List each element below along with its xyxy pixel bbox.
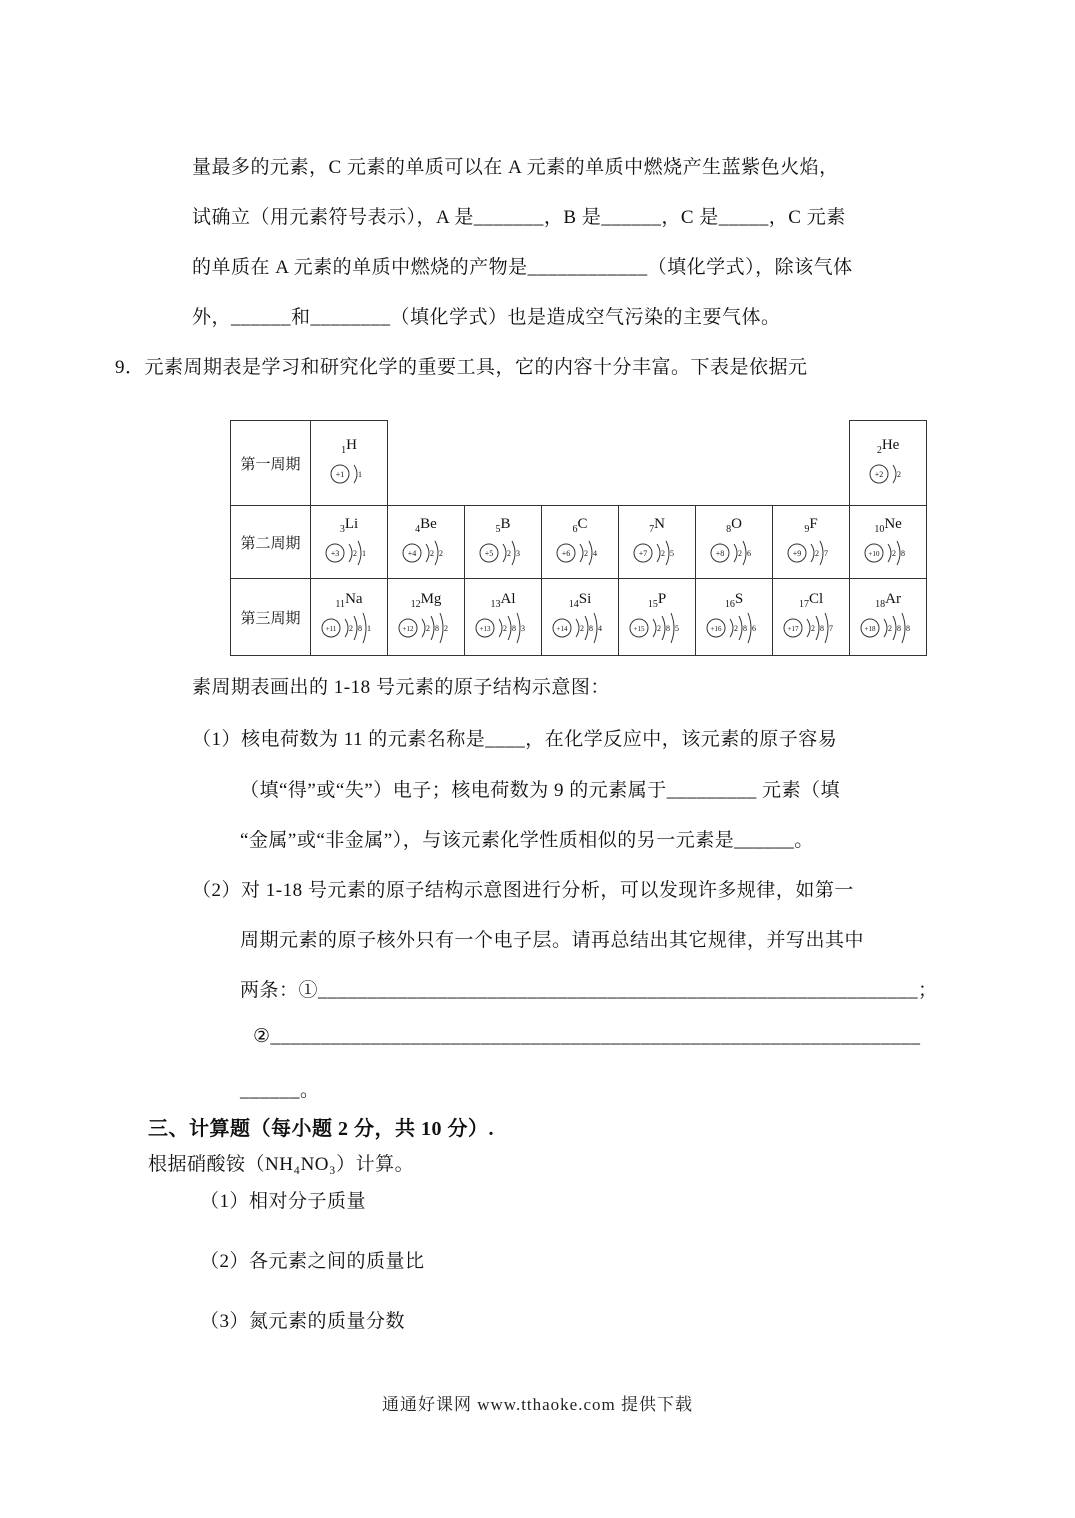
svg-text:2: 2 xyxy=(815,549,820,559)
svg-text:8: 8 xyxy=(742,624,747,634)
svg-text:2: 2 xyxy=(439,549,443,559)
q9-sub2-line-3: 两条：①____________________________________________________________； xyxy=(240,980,938,1001)
svg-text:2: 2 xyxy=(733,624,738,634)
atom-diagram-Cl xyxy=(782,611,841,645)
svg-text:3: 3 xyxy=(516,549,520,559)
page-footer: 通通好课网 www.tthaoke.com 提供下载 xyxy=(381,1395,694,1414)
svg-text:8: 8 xyxy=(434,624,439,634)
svg-text:+14: +14 xyxy=(556,625,567,634)
element-cell-Si xyxy=(542,579,619,656)
element-cell-Na xyxy=(311,579,388,656)
svg-text:1: 1 xyxy=(366,624,371,634)
svg-text:2: 2 xyxy=(507,549,511,559)
svg-text:2: 2 xyxy=(896,470,901,480)
element-symbol: $_9$F xyxy=(804,515,818,535)
svg-text:+1: +1 xyxy=(335,470,344,480)
atom-diagram-Li xyxy=(324,536,374,570)
element-atom-diagram xyxy=(388,611,464,645)
element-cell-Mg xyxy=(388,579,465,656)
element-symbol: $_1$H xyxy=(341,436,357,456)
atom-diagram-Ar xyxy=(859,611,918,645)
section3-heading: 三、计算题（每小题 2 分，共 10 分）. xyxy=(148,1118,494,1140)
svg-text:8: 8 xyxy=(896,624,901,634)
svg-text:5: 5 xyxy=(674,624,679,634)
svg-text:4: 4 xyxy=(597,624,602,634)
element-symbol: $_7$N xyxy=(649,515,665,535)
element-symbol: $_{11}$Na xyxy=(335,590,363,610)
q9-intro: 9．元素周期表是学习和研究化学的重要工具，它的内容十分丰富。下表是依据元 xyxy=(115,357,808,378)
q8-line-3: 的单质在 A 元素的单质中燃烧的产物是____________（填化学式），除该气体 xyxy=(192,257,853,278)
section3-intro: 根据硝酸铵（NH₄NO₃）计算。 xyxy=(148,1154,415,1175)
element-symbol: $_{13}$Al xyxy=(490,590,516,610)
period-row-2 xyxy=(231,506,927,579)
svg-text:6: 6 xyxy=(751,624,756,634)
periodic-table-figure xyxy=(230,420,927,656)
svg-text:+16: +16 xyxy=(710,625,721,634)
periodic-table-body xyxy=(231,421,927,656)
atom-diagram-Si xyxy=(551,611,610,645)
atom-diagram-C xyxy=(555,536,605,570)
period-label: 第三周期 xyxy=(231,579,311,656)
svg-text:+12: +12 xyxy=(402,625,413,634)
element-atom-diagram xyxy=(773,536,849,570)
element-symbol: $_{17}$Cl xyxy=(798,590,824,610)
element-cell-Cl xyxy=(773,579,850,656)
q9-sub1-line-1: （1）核电荷数为 11 的元素名称是____，在化学反应中，该元素的原子容易 xyxy=(192,729,838,750)
atom-diagram-Be xyxy=(401,536,451,570)
section3-item-1: （1）相对分子质量 xyxy=(200,1191,367,1212)
svg-text:+15: +15 xyxy=(633,625,644,634)
element-cell-Ne xyxy=(850,506,927,579)
svg-text:2: 2 xyxy=(892,549,897,559)
svg-text:7: 7 xyxy=(828,624,833,634)
svg-text:+5: +5 xyxy=(484,549,494,559)
element-cell-Li xyxy=(311,506,388,579)
element-cell-Be xyxy=(388,506,465,579)
periodic-table xyxy=(230,420,927,656)
element-symbol: $_3$Li xyxy=(339,515,359,535)
element-atom-diagram xyxy=(773,611,849,645)
element-symbol: $_{14}$Si xyxy=(568,590,592,610)
element-symbol: $_6$C xyxy=(572,515,588,535)
element-cell-N xyxy=(619,506,696,579)
element-cell-H xyxy=(311,421,388,506)
svg-text:2: 2 xyxy=(430,549,434,559)
q9-sub1-line-2: （填“得”或“失”）电子；核电荷数为 9 的元素属于_________ 元素（填 xyxy=(240,780,840,801)
element-atom-diagram xyxy=(311,611,387,645)
svg-text:4: 4 xyxy=(593,549,597,559)
atom-diagram-O xyxy=(709,536,759,570)
element-symbol: $_2$He xyxy=(876,436,900,456)
svg-text:+2: +2 xyxy=(874,470,883,480)
atom-diagram-P xyxy=(628,611,687,645)
svg-text:+17: +17 xyxy=(787,625,799,634)
svg-text:+8: +8 xyxy=(715,549,725,559)
svg-text:8: 8 xyxy=(357,624,362,634)
svg-text:+3: +3 xyxy=(330,549,340,559)
element-cell-S xyxy=(696,579,773,656)
atom-diagram-Ne xyxy=(863,536,913,570)
atom-diagram-H xyxy=(329,457,370,491)
q9-sub2-line-4: ②_________________________________________________________________ xyxy=(253,1026,921,1047)
element-atom-diagram xyxy=(619,536,695,570)
q9-sub1-line-3: “金属”或“非金属”），与该元素化学性质相似的另一元素是______。 xyxy=(240,830,814,851)
element-symbol: $_8$O xyxy=(726,515,742,535)
svg-text:8: 8 xyxy=(665,624,670,634)
svg-text:+6: +6 xyxy=(561,549,571,559)
svg-text:8: 8 xyxy=(819,624,824,634)
element-symbol: $_{12}$Mg xyxy=(410,590,442,610)
element-atom-diagram xyxy=(619,611,695,645)
element-atom-diagram xyxy=(388,536,464,570)
element-symbol: $_4$Be xyxy=(415,515,437,535)
svg-text:+4: +4 xyxy=(407,549,417,559)
svg-text:2: 2 xyxy=(353,549,357,559)
element-atom-diagram xyxy=(465,536,541,570)
element-atom-diagram xyxy=(542,611,618,645)
atom-diagram-B xyxy=(478,536,528,570)
q9-sub2-line-1: （2）对 1-18 号元素的原子结构示意图进行分析，可以发现许多规律，如第一 xyxy=(192,880,854,901)
svg-text:2: 2 xyxy=(738,549,742,559)
svg-text:2: 2 xyxy=(887,624,892,634)
svg-text:2: 2 xyxy=(661,549,665,559)
svg-text:5: 5 xyxy=(670,549,674,559)
period-row-1 xyxy=(231,421,927,506)
element-cell-O xyxy=(696,506,773,579)
svg-text:2: 2 xyxy=(579,624,584,634)
element-atom-diagram xyxy=(850,611,926,645)
element-cell-P xyxy=(619,579,696,656)
element-cell-He xyxy=(850,421,927,506)
atom-diagram-Al xyxy=(474,611,533,645)
svg-text:+7: +7 xyxy=(638,549,648,559)
q8-line-1: 量最多的元素，C 元素的单质可以在 A 元素的单质中燃烧产生蓝紫色火焰， xyxy=(192,157,839,178)
atom-diagram-He xyxy=(868,457,909,491)
element-cell-Ar xyxy=(850,579,927,656)
atom-diagram-Na xyxy=(320,611,379,645)
element-atom-diagram xyxy=(850,457,926,491)
q9-sub2-line-5: ______。 xyxy=(240,1080,320,1101)
svg-text:7: 7 xyxy=(824,549,829,559)
atom-diagram-F xyxy=(786,536,836,570)
element-atom-diagram xyxy=(465,611,541,645)
svg-text:8: 8 xyxy=(511,624,516,634)
element-symbol: $_{18}$Ar xyxy=(875,590,901,610)
svg-text:3: 3 xyxy=(520,624,525,634)
svg-text:2: 2 xyxy=(425,624,430,634)
element-cell-C xyxy=(542,506,619,579)
svg-text:8: 8 xyxy=(588,624,593,634)
svg-text:2: 2 xyxy=(810,624,815,634)
svg-text:8: 8 xyxy=(905,624,910,634)
q9-sub2-line-2: 周期元素的原子核外只有一个电子层。请再总结出其它规律，并写出其中 xyxy=(240,930,865,951)
element-symbol: $_5$B xyxy=(495,515,511,535)
svg-text:6: 6 xyxy=(747,549,751,559)
svg-text:+13: +13 xyxy=(479,625,490,634)
svg-text:2: 2 xyxy=(348,624,353,634)
svg-text:+10: +10 xyxy=(868,550,880,559)
atom-diagram-Mg xyxy=(397,611,456,645)
empty-cell xyxy=(388,421,850,506)
svg-text:2: 2 xyxy=(656,624,661,634)
period-label: 第二周期 xyxy=(231,506,311,579)
element-symbol: $_{16}$S xyxy=(724,590,744,610)
svg-text:2: 2 xyxy=(584,549,588,559)
svg-text:1: 1 xyxy=(362,549,366,559)
element-atom-diagram xyxy=(311,457,387,491)
element-cell-B xyxy=(465,506,542,579)
period-row-3 xyxy=(231,579,927,656)
element-symbol: $_{10}$Ne xyxy=(874,515,902,535)
q8-line-4: 外，______和________（填化学式）也是造成空气污染的主要气体。 xyxy=(192,307,781,328)
atom-diagram-S xyxy=(705,611,764,645)
svg-text:+9: +9 xyxy=(792,549,802,559)
atom-diagram-N xyxy=(632,536,682,570)
q8-line-2: 试确立（用元素符号表示），A 是_______，B 是______，C 是_____，C 元素 xyxy=(192,207,846,228)
element-cell-Al xyxy=(465,579,542,656)
element-cell-F xyxy=(773,506,850,579)
element-symbol: $_{15}$P xyxy=(647,590,667,610)
svg-text:+11: +11 xyxy=(325,625,336,634)
section3-item-3: （3）氮元素的质量分数 xyxy=(200,1311,406,1332)
element-atom-diagram xyxy=(542,536,618,570)
svg-text:2: 2 xyxy=(443,624,448,634)
element-atom-diagram xyxy=(311,536,387,570)
q9-caption: 素周期表画出的 1-18 号元素的原子结构示意图： xyxy=(192,677,610,698)
svg-text:2: 2 xyxy=(502,624,507,634)
svg-text:+18: +18 xyxy=(864,625,876,634)
section3-item-2: （2）各元素之间的质量比 xyxy=(200,1251,425,1272)
svg-text:8: 8 xyxy=(901,549,906,559)
svg-text:1: 1 xyxy=(357,470,362,480)
element-atom-diagram xyxy=(850,536,926,570)
element-atom-diagram xyxy=(696,536,772,570)
element-atom-diagram xyxy=(696,611,772,645)
period-label: 第一周期 xyxy=(231,421,311,506)
